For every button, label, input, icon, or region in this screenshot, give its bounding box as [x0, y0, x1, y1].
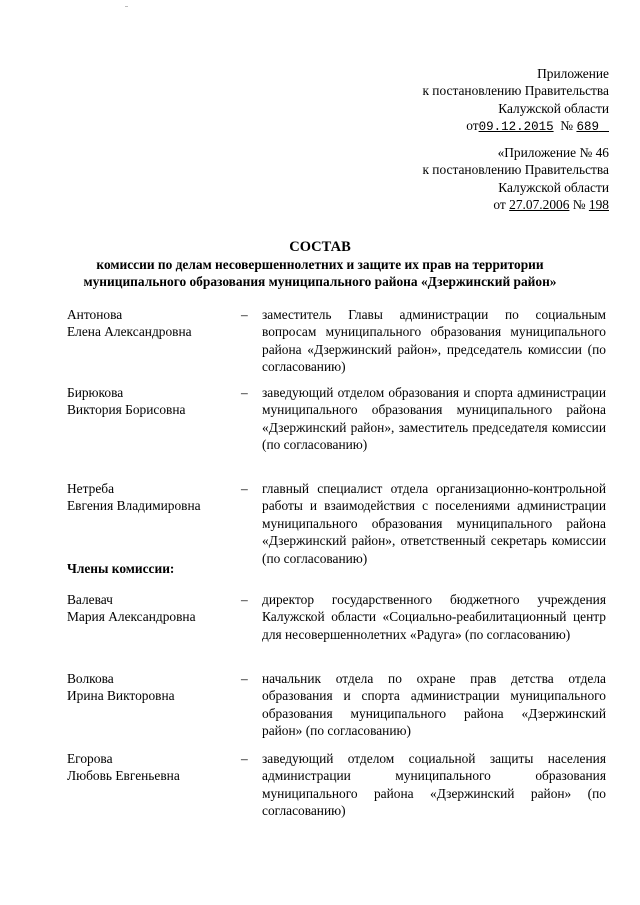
document-subtitle: [0, 256, 640, 291]
person-given-names: Любовь Евгеньевна: [67, 768, 180, 784]
appendix-line-1: Приложение: [537, 66, 609, 81]
original-appendix-header: [422, 144, 609, 214]
dash: –: [241, 481, 248, 496]
person-name: [67, 591, 237, 626]
person-name: [67, 670, 237, 705]
original-date-line: [422, 196, 609, 213]
person-position: главный специалист отдела организационно-контрольной работы и взаимодействия с поселениями администрации муниципального образования муниципального района «Дзержинский район», ответственный секретарь комиссии (по согласованию): [262, 481, 606, 566]
subtitle-line-2: муниципального образования муниципального района «Дзержинский район»: [83, 274, 557, 290]
original-line-1: «Приложение № 46: [497, 145, 609, 160]
document-title: СОСТАВ: [289, 239, 351, 255]
appendix-line-3: Калужской области: [498, 100, 609, 116]
dash: –: [241, 307, 248, 322]
person-given-names: Мария Александровна: [67, 609, 196, 625]
person-given-names: Евгения Владимировна: [67, 498, 201, 514]
original-line-3: Калужской области: [498, 179, 609, 195]
person-name: [67, 480, 237, 515]
number-label: №: [560, 118, 574, 134]
person-position: заместитель Главы администрации по социальным вопросам муниципального образования муниципального района «Дзержинский район», председатель комиссии (по согласованию): [262, 307, 606, 375]
dash: –: [241, 385, 248, 400]
person-surname: Бирюкова: [67, 385, 124, 400]
person-given-names: Елена Александровна: [67, 324, 192, 340]
person-name: [67, 306, 237, 341]
person-surname: Волкова: [67, 671, 114, 686]
person-given-names: Ирина Викторовна: [67, 688, 175, 704]
members-heading: Члены комиссии:: [67, 561, 175, 576]
appendix-header: [422, 65, 609, 137]
dash: –: [241, 671, 248, 686]
person-surname: Егорова: [67, 751, 113, 766]
decree-number: 689: [576, 120, 599, 135]
original-number: 198: [588, 197, 609, 213]
person-given-names: Виктория Борисовна: [67, 402, 186, 418]
number-label: №: [572, 197, 586, 213]
appendix-line-2: к постановлению Правительства: [422, 83, 609, 99]
scan-mark: [125, 6, 128, 7]
appendix-date-line: [422, 117, 609, 136]
person-position: заведующий отделом социальной защиты населения администрации муниципального образования муниципального района «Дзержинский район» (по согласованию): [262, 751, 606, 819]
person-surname: Нетреба: [67, 481, 115, 496]
person-position: начальник отдела по охране прав детства отдела образования и спорта администрации муниципального образования муниципального района «Дзержинский район» (по согласованию): [262, 671, 606, 739]
dash: –: [241, 751, 248, 766]
person-name: [67, 384, 237, 419]
person-name: [67, 750, 237, 785]
subtitle-line-1: комиссии по делам несовершеннолетних и защите их прав на территории: [96, 257, 544, 272]
person-surname: Антонова: [67, 307, 123, 322]
original-line-2: к постановлению Правительства: [422, 162, 609, 178]
person-position: заведующий отделом образования и спорта администрации муниципального образования муниципального района «Дзержинский район», заместитель председателя комиссии (по согласованию): [262, 385, 606, 453]
decree-date: 09.12.2015: [478, 120, 554, 135]
person-position: директор государственного бюджетного учреждения Калужской области «Социально-реабилитационный центр для несовершеннолетних «Радуга» (по согласованию): [262, 592, 606, 642]
original-date: 27.07.2006: [509, 197, 570, 213]
dash: –: [241, 592, 248, 607]
from-label: от: [466, 118, 479, 134]
from-label: от: [493, 197, 506, 213]
person-surname: Валевач: [67, 592, 113, 607]
